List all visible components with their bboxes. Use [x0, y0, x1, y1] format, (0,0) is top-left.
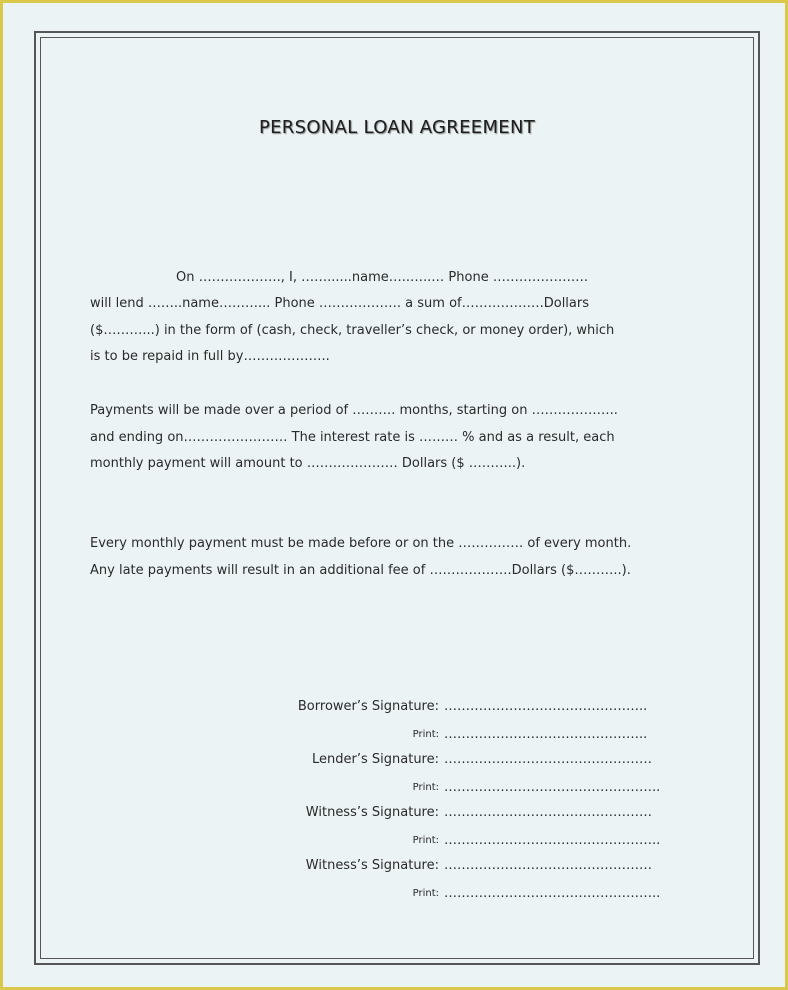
borrower-print-row [3, 727, 788, 745]
lender-print-line: ………………………………………….. [444, 780, 661, 795]
witness1-print-line: ………………………………………….. [444, 833, 661, 848]
witness2-print-row [3, 886, 788, 904]
witness2-print-label: Print: [412, 888, 439, 899]
lender-signature-label: Lender’s Signature: [312, 752, 439, 767]
paragraph1-line1: On ………………., I, ……......name…..…..… Phone …………………. [176, 270, 588, 285]
paragraph1-line3: ($………...) in the form of (cash, check, traveller’s check, or money order), which [90, 323, 615, 338]
lender-print-label: Print: [412, 782, 439, 793]
borrower-signature-label: Borrower’s Signature: [297, 699, 439, 714]
paragraph2-line3: monthly payment will amount to ………………… Dollars ($ ………..). [90, 456, 526, 471]
paragraph3-line1: Every monthly payment must be made before or on the …………… of every month. [90, 536, 632, 551]
witness1-signature-row [3, 805, 788, 823]
borrower-print-line: ……………………………………….. [444, 727, 648, 742]
witness1-print-row [3, 833, 788, 851]
paragraph3-line2: Any late payments will result in an additional fee of ……………….Dollars ($………..). [90, 563, 631, 578]
lender-print-row [3, 780, 788, 798]
witness2-signature-row [3, 858, 788, 876]
witness1-signature-label: Witness’s Signature: [305, 805, 439, 820]
witness2-signature-line: ………………………………………… [444, 858, 652, 873]
paragraph1-line4: is to be repaid in full by……………….. [90, 349, 330, 364]
borrower-signature-line: ……………………………………….. [444, 699, 648, 714]
lender-signature-line: ………………………………………… [444, 752, 652, 767]
borrower-print-label: Print: [412, 729, 439, 740]
paragraph2-line1: Payments will be made over a period of ………. months, starting on ……………….. [90, 403, 618, 418]
witness1-print-label: Print: [412, 835, 439, 846]
paragraph1-line2: will lend ……..name………... Phone ………………. a sum of……………….Dollars [90, 296, 590, 311]
paragraph2-line2: and ending on…………………… The interest rate is ……… % and as a result, each [90, 430, 615, 445]
lender-signature-row [3, 752, 788, 770]
borrower-signature-row [3, 699, 788, 717]
witness2-signature-label: Witness’s Signature: [305, 858, 439, 873]
witness2-print-line: ………………………………………….. [444, 886, 661, 901]
witness1-signature-line: ………………………………………… [444, 805, 652, 820]
document-title: PERSONAL LOAN AGREEMENT [258, 117, 536, 138]
